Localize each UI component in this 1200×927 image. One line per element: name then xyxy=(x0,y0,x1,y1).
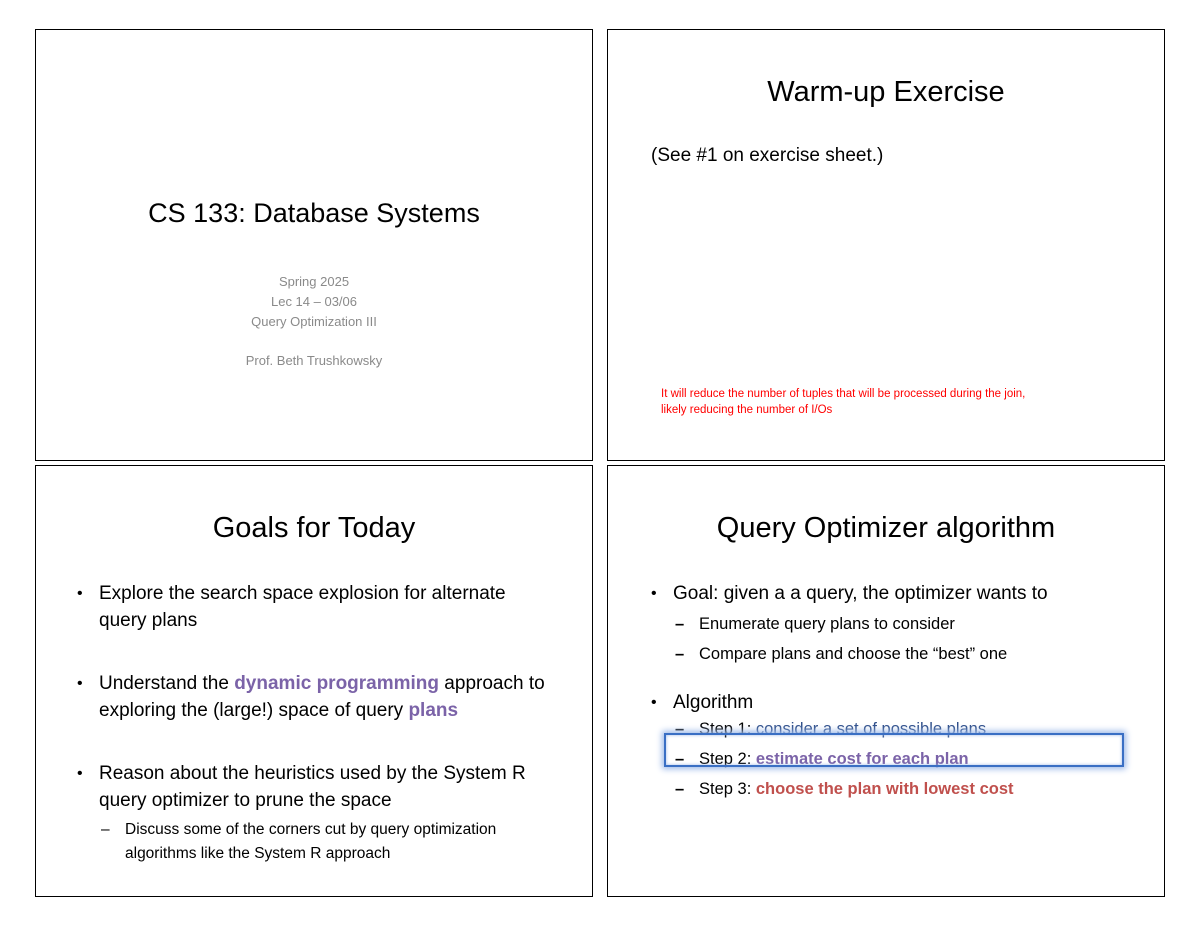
bullet-item: • Goal: given a a query, the optimizer wants to – Enumerate query plans to consider – Compare plans and choose the “best” one xyxy=(651,580,1141,669)
step-3: – Step 3: choose the plan with lowest cost xyxy=(673,774,1141,804)
slide-heading: Goals for Today xyxy=(212,512,416,544)
exercise-reference: (See #1 on exercise sheet.) xyxy=(651,145,884,166)
term: Spring 2025 xyxy=(278,274,350,289)
slide-optimizer-algorithm xyxy=(607,465,1165,897)
sub-bullet-list xyxy=(99,818,557,866)
sub-bullet-item: – Discuss some of the corners cut by query optimization algorithms like the System R approach xyxy=(99,818,557,866)
sub-bullet-item: – Compare plans and choose the “best” one xyxy=(673,639,1141,669)
handwritten-note xyxy=(661,386,1091,418)
step-1: – Step 1: consider a set of possible plans xyxy=(673,714,1141,744)
course-title: CS 133: Database Systems xyxy=(148,198,480,228)
lecture-date: Lec 14 – 03/06 xyxy=(270,294,358,309)
bullet-item: • Understand the dynamic programming approach to exploring the (large!) space of query plans xyxy=(77,670,557,724)
lecture-topic: Query Optimization III xyxy=(251,314,377,329)
bullet-item: • Explore the search space explosion for alternate query plans xyxy=(77,580,557,634)
note-line: It will reduce the number of tuples that will be processed during the join, xyxy=(661,388,1026,400)
bullet-list xyxy=(651,580,1141,804)
note-line: likely reducing the number of I/Os xyxy=(661,404,833,416)
slide-heading: Query Optimizer algorithm xyxy=(716,512,1056,544)
slide-goals xyxy=(35,465,593,897)
bullet-item: • Algorithm – Step 1: consider a set of possible plans – Step 2: estimate cost for each plan – Step 3: choose the plan with lowest cost xyxy=(651,689,1141,804)
slide-heading: Warm-up Exercise xyxy=(767,76,1005,108)
slide-title-page xyxy=(35,29,593,461)
step-2: – Step 2: estimate cost for each plan xyxy=(673,744,1141,774)
sub-bullet-list xyxy=(673,609,1141,669)
bullet-item: • Reason about the heuristics used by the System R query optimizer to prune the space – Discuss some of the corners cut by query optimization algorithms like the System R approach xyxy=(77,760,557,866)
instructor: Prof. Beth Trushkowsky xyxy=(245,353,383,368)
step-1-highlight-box xyxy=(664,733,1124,767)
slide-warmup xyxy=(607,29,1165,461)
bullet-list xyxy=(77,580,557,866)
sub-bullet-item: – Enumerate query plans to consider xyxy=(673,609,1141,639)
